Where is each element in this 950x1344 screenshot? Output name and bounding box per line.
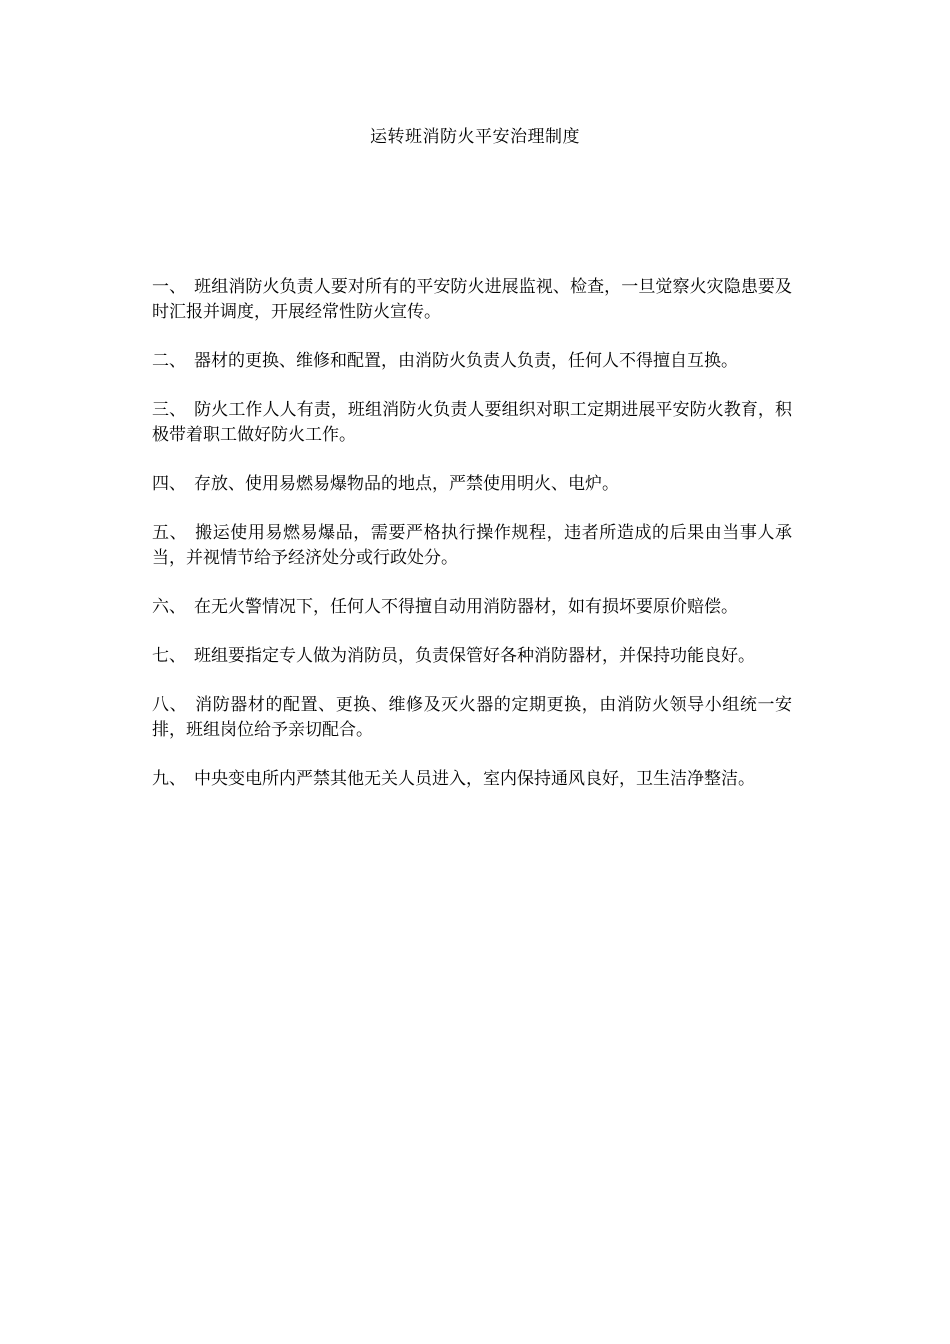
clause-text: 中央变电所内严禁其他无关人员进入，室内保持通风良好，卫生洁净整洁。 xyxy=(194,769,755,789)
clause-item xyxy=(152,595,792,620)
clause-number: 七、 xyxy=(152,646,186,666)
clause-number: 一、 xyxy=(152,277,187,297)
clause-item xyxy=(152,644,792,669)
clause-item xyxy=(152,767,792,792)
clause-number: 六、 xyxy=(152,597,186,617)
clause-item xyxy=(152,472,792,497)
clause-item xyxy=(152,275,792,325)
clause-text: 存放、使用易燃易爆物品的地点，严禁使用明火、电炉。 xyxy=(194,474,619,494)
clause-number: 二、 xyxy=(152,351,186,371)
clause-text: 班组消防火负责人要对所有的平安防火进展监视、检查，一旦觉察火灾隐患要及时汇报并调度，开展经常性防火宣传。 xyxy=(152,277,793,322)
clause-list xyxy=(152,275,792,816)
clause-number: 五、 xyxy=(152,523,188,543)
clause-text: 在无火警情况下，任何人不得擅自动用消防器材，如有损坏要原价赔偿。 xyxy=(194,597,738,617)
clause-item xyxy=(152,349,792,374)
clause-text: 搬运使用易燃易爆品，需要严格执行操作规程，违者所造成的后果由当事人承当，并视情节给予经济处分或行政处分。 xyxy=(152,523,793,568)
clause-number: 三、 xyxy=(152,400,187,420)
clause-text: 器材的更换、维修和配置，由消防火负责人负责，任何人不得擅自互换。 xyxy=(194,351,738,371)
clause-number: 九、 xyxy=(152,769,186,789)
clause-number: 八、 xyxy=(152,695,188,715)
clause-item xyxy=(152,693,792,743)
clause-number: 四、 xyxy=(152,474,186,494)
clause-text: 防火工作人人有责，班组消防火负责人要组织对职工定期进展平安防火教育，积极带着职工做好防火工作。 xyxy=(152,400,793,445)
clause-item xyxy=(152,398,792,448)
document-title: 运转班消防火平安治理制度 xyxy=(370,127,580,147)
clause-text: 班组要指定专人做为消防员，负责保管好各种消防器材，并保持功能良好。 xyxy=(194,646,755,666)
clause-item xyxy=(152,521,792,571)
clause-text: 消防器材的配置、更换、维修及灭火器的定期更换，由消防火领导小组统一安排，班组岗位给予亲切配合。 xyxy=(152,695,793,740)
